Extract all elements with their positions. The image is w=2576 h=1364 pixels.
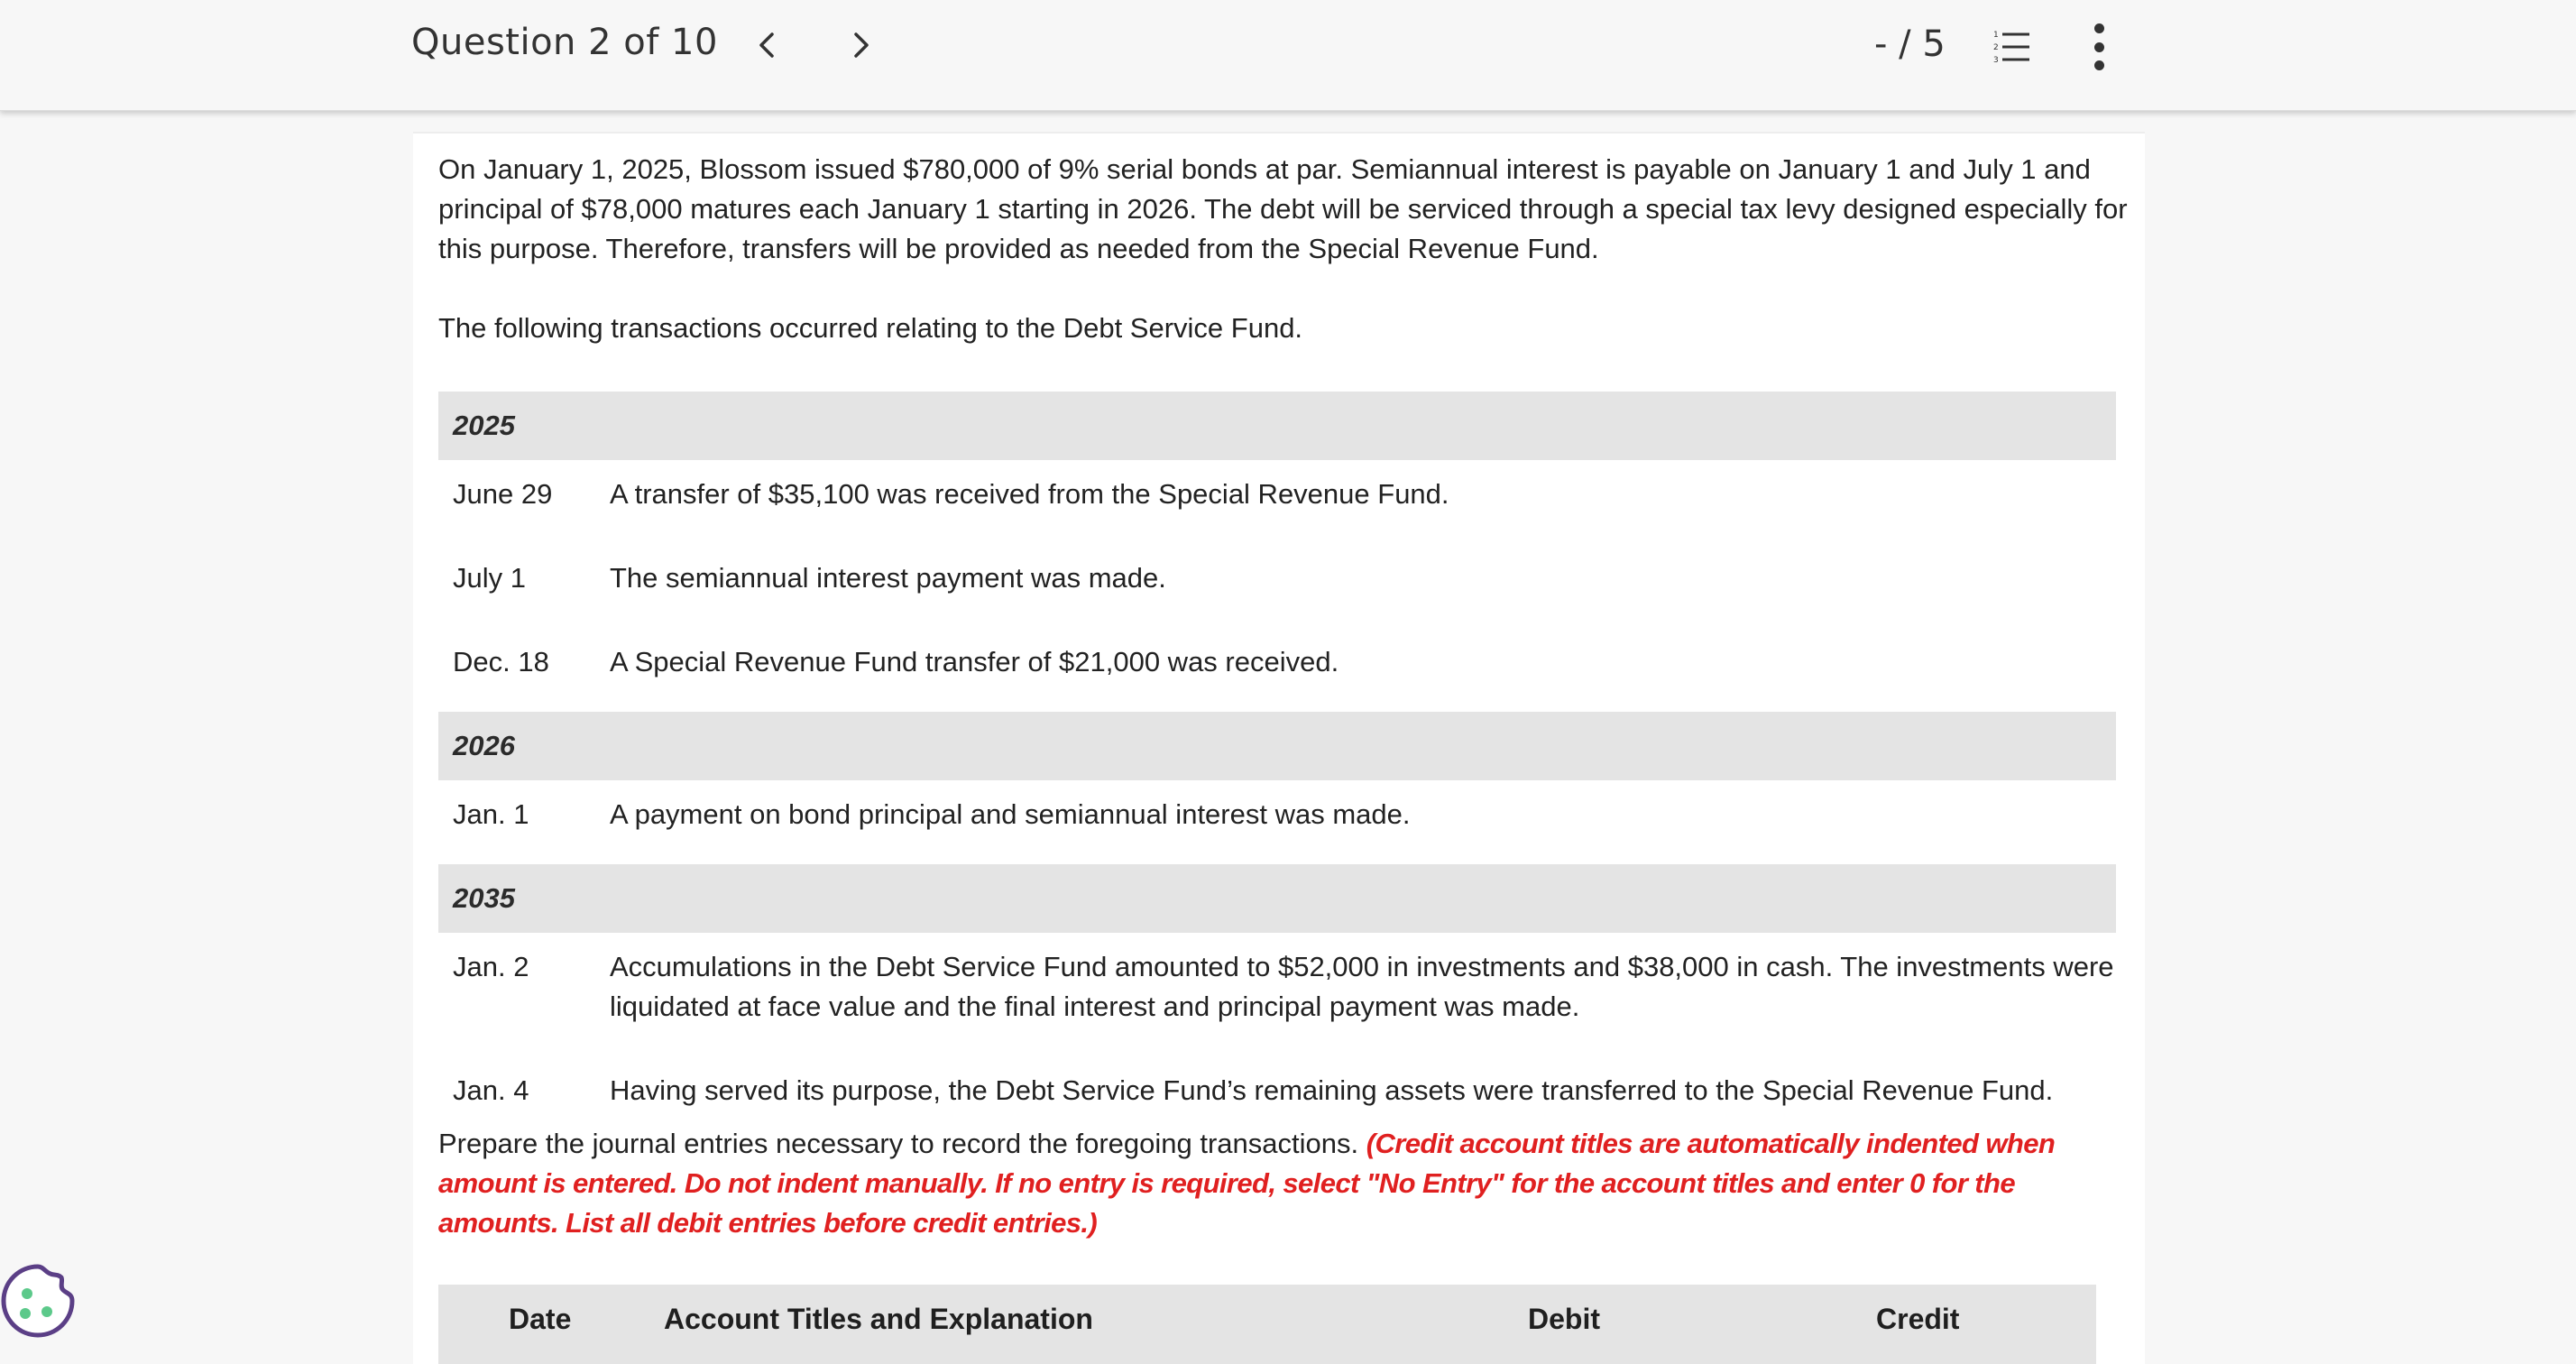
year-label: 2035: [438, 864, 2116, 933]
problem-intro-2: The following transactions occurred relating to the Debt Service Fund.: [438, 312, 1303, 344]
cookie-settings-button[interactable]: [0, 1263, 76, 1339]
header-credit: Credit: [1876, 1303, 1960, 1335]
instructions-note: (Credit account titles are automatically indented when amount is entered. Do not indent manually. If no entry is required, select "No Entry" for the account titles and enter 0 for the amounts. List all debit entries before credit entries.): [438, 1128, 2056, 1239]
more-vertical-icon: [2094, 23, 2104, 33]
previous-question-button[interactable]: [749, 22, 785, 69]
score-display: - / 5: [1874, 23, 1946, 65]
transaction-date: Jan. 4: [453, 1074, 529, 1106]
question-counter: Question 2 of 10: [411, 22, 718, 63]
year-label: 2025: [438, 392, 2116, 460]
svg-text:2: 2: [1993, 43, 1999, 52]
transaction-row: [438, 628, 2116, 712]
prepare-text: Prepare the journal entries necessary to record the foregoing transactions.: [438, 1128, 1359, 1159]
svg-text:1: 1: [1993, 31, 1999, 40]
more-options-button[interactable]: [2084, 23, 2114, 70]
year-row: [438, 712, 2116, 780]
cookie-icon: [0, 1263, 76, 1339]
journal-table-header: [438, 1285, 2096, 1364]
chevron-right-icon: [851, 29, 872, 61]
transaction-row: [438, 460, 2116, 544]
transaction-row: [438, 544, 2116, 628]
transaction-text: The semiannual interest payment was made.: [610, 562, 1166, 594]
year-row: [438, 392, 2116, 460]
next-question-button[interactable]: [843, 22, 879, 69]
transaction-date: Dec. 18: [453, 646, 549, 677]
transaction-row: [438, 780, 2116, 864]
year-row: [438, 864, 2116, 933]
year-label: 2026: [438, 712, 2116, 780]
transaction-row: [438, 933, 2116, 1056]
transaction-date: Jan. 2: [453, 951, 529, 982]
problem-intro: On January 1, 2025, Blossom issued $780,000 of 9% serial bonds at par. Semiannual interest is payable on January 1 and July 1 and principal of $78,000 matures each January 1 starting in 2026. The debt will be serviced through a special tax levy designed especially for this purpose. Therefore, transfers will be provided as needed from the Special Revenue Fund.: [438, 153, 2128, 264]
header-debit: Debit: [1528, 1303, 1600, 1335]
transaction-text: A transfer of $35,100 was received from the Special Revenue Fund.: [610, 478, 1449, 510]
header-date: Date: [509, 1303, 572, 1335]
question-list-button[interactable]: [1992, 27, 2031, 67]
header-account-titles: Account Titles and Explanation: [664, 1303, 1093, 1335]
transaction-date: Jan. 1: [453, 798, 529, 830]
transaction-text: Having served its purpose, the Debt Service Fund’s remaining assets were transferred to the Special Revenue Fund.: [610, 1074, 2054, 1106]
transaction-date: June 29: [453, 478, 553, 510]
instructions-paragraph: [438, 1124, 2134, 1243]
svg-text:3: 3: [1993, 56, 1999, 65]
transaction-text: A Special Revenue Fund transfer of $21,000 was received.: [610, 646, 1339, 677]
transactions-table: [438, 392, 2116, 1140]
chevron-left-icon: [756, 29, 777, 61]
transaction-text: A payment on bond principal and semiannual interest was made.: [610, 798, 1411, 830]
top-bar: [0, 0, 2576, 111]
numbered-list-icon: [1992, 27, 2031, 67]
question-panel: [413, 132, 2145, 1364]
transaction-date: July 1: [453, 562, 526, 594]
transaction-text: Accumulations in the Debt Service Fund amounted to $52,000 in investments and $38,000 in cash. The investments were liquidated at face value and the final interest and principal payment was made.: [610, 951, 2114, 1022]
